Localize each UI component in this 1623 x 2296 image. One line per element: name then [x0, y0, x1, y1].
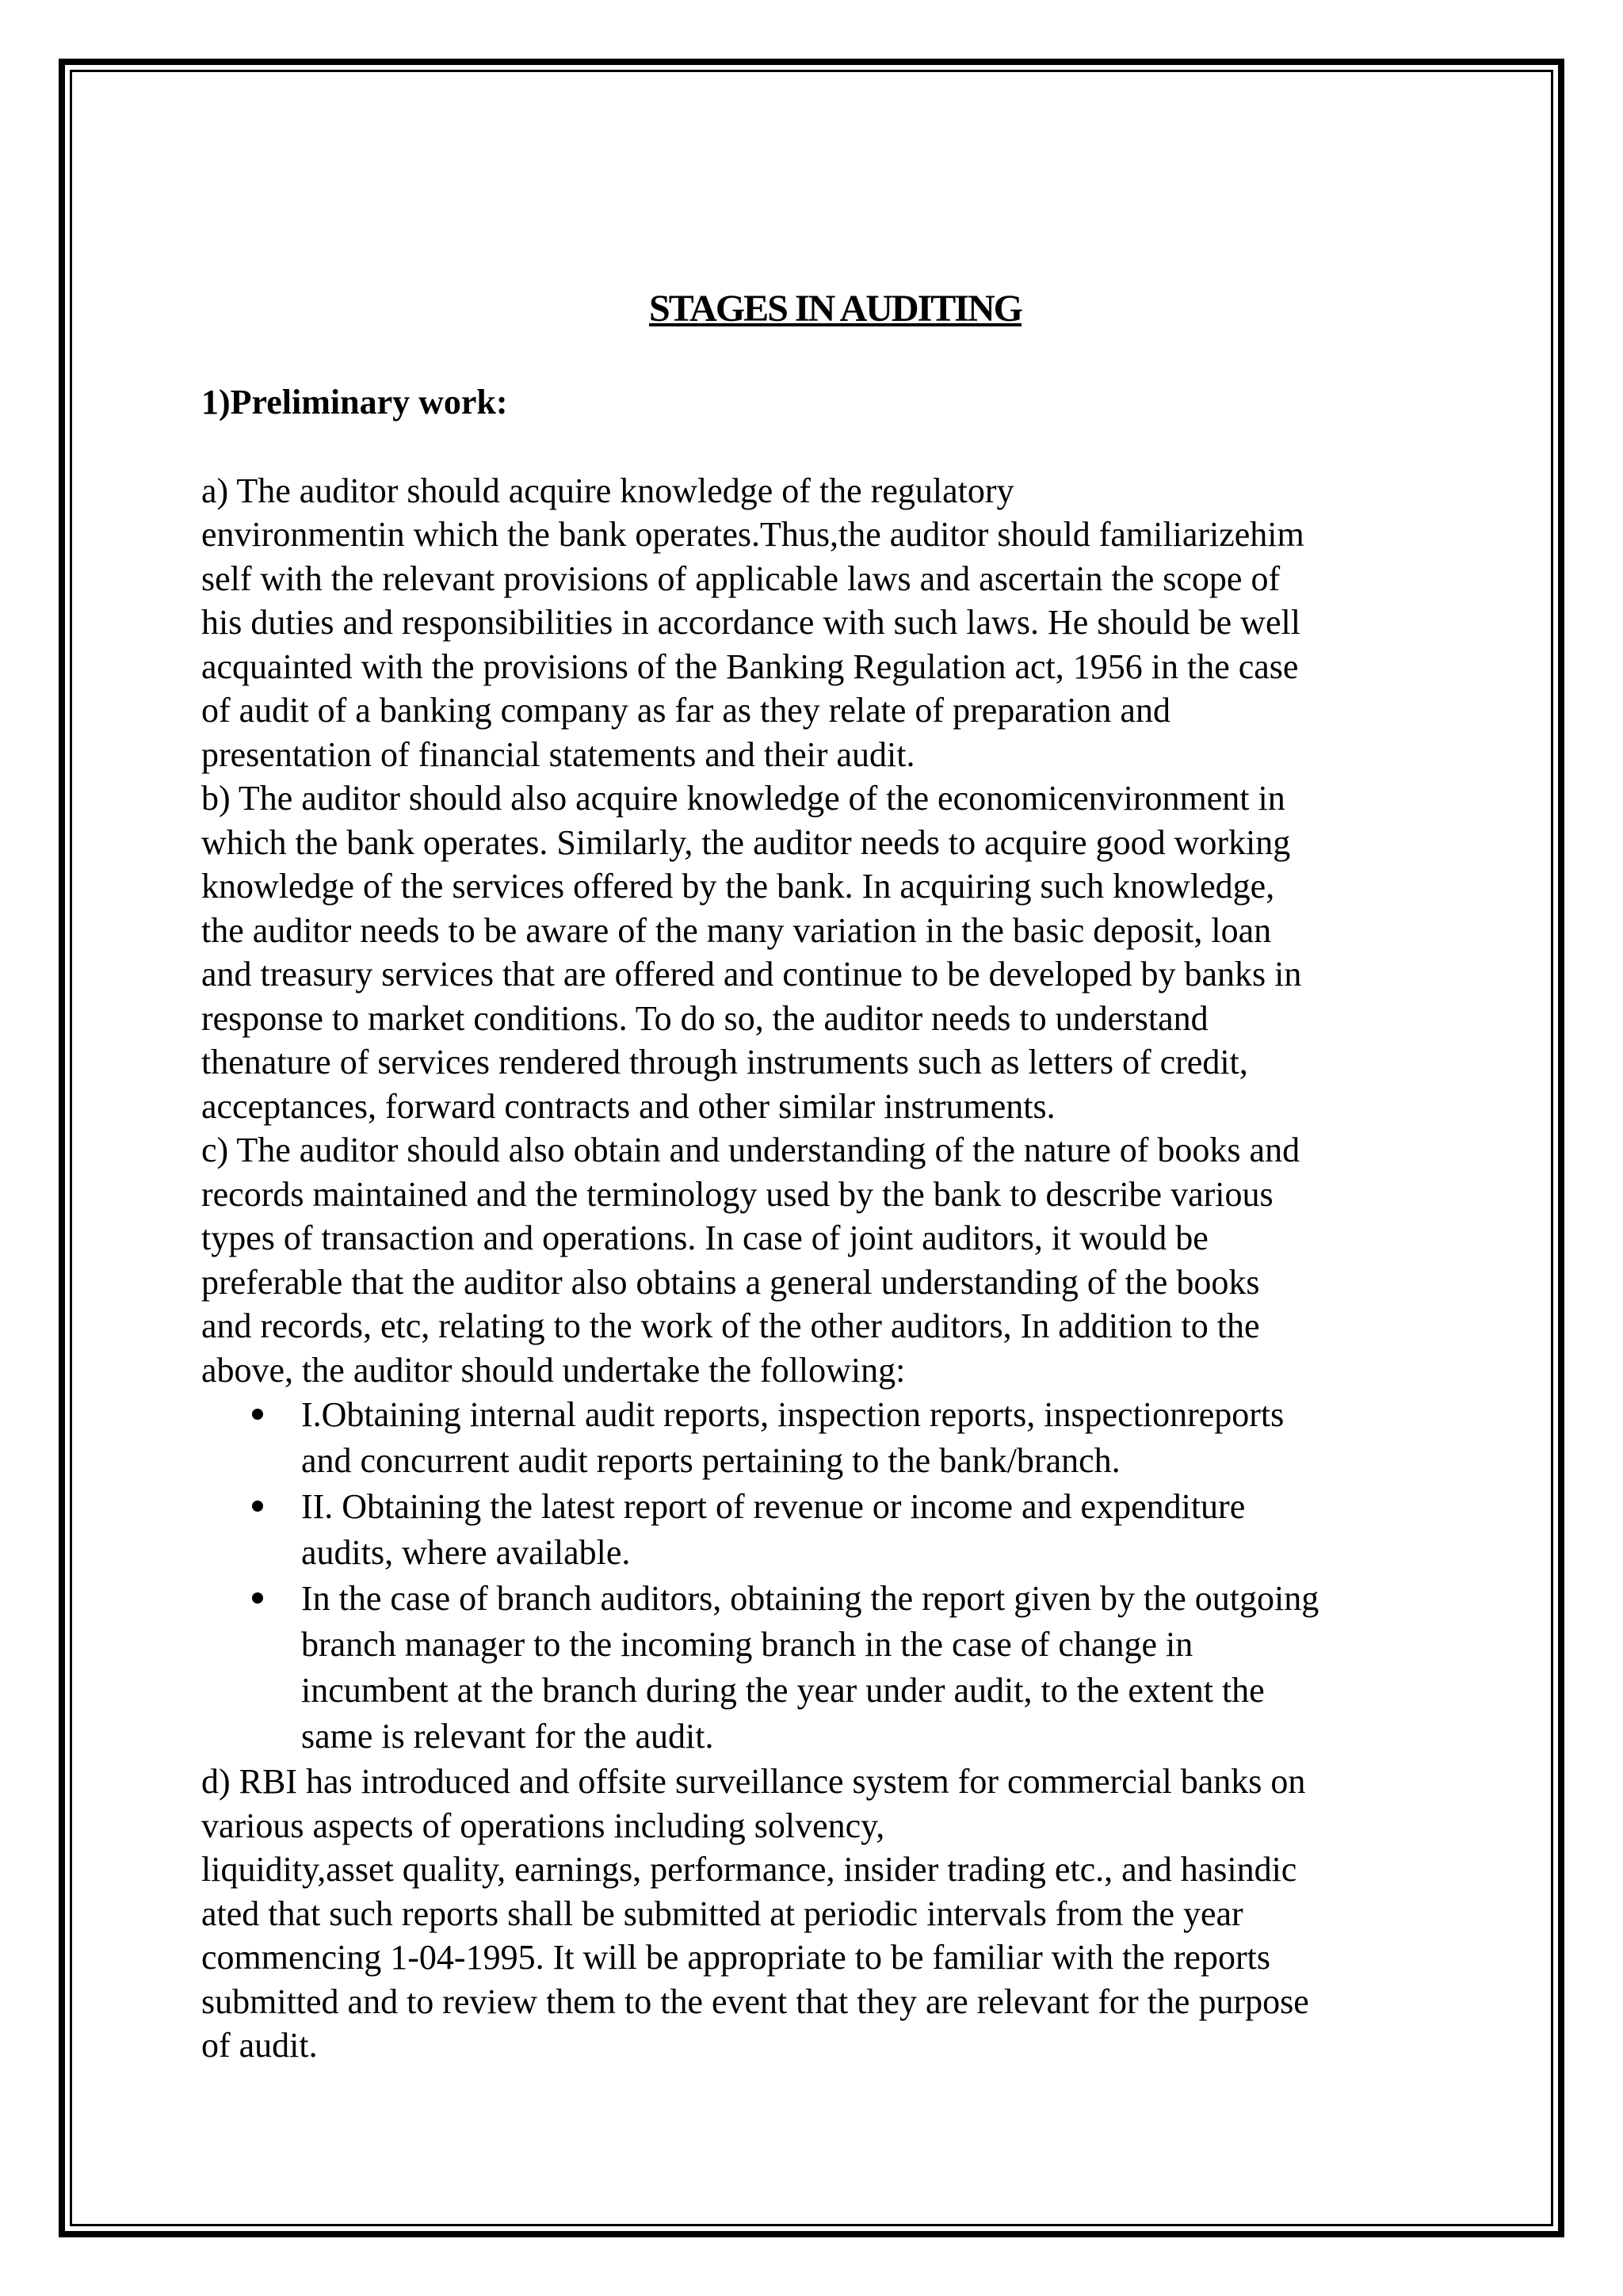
page-title: STAGES IN AUDITING: [649, 288, 1022, 330]
list-item-line: incumbent at the branch during the year under audit, to the extent the: [301, 1671, 1265, 1710]
paragraph-line: liquidity,asset quality, earnings, performance, insider trading etc., and hasindic: [201, 1850, 1297, 1889]
paragraph-line: and treasury services that are offered and continue to be developed by banks in: [201, 955, 1302, 994]
paragraph-line: preferable that the auditor also obtains a general understanding of the books: [201, 1262, 1260, 1302]
paragraph-line: acceptances, forward contracts and other similar instruments.: [201, 1086, 1056, 1126]
paragraph-line: records maintained and the terminology used by the bank to describe various: [201, 1174, 1274, 1214]
document-body: [201, 285, 1438, 2068]
paragraph-line: of audit of a banking company as far as they relate of preparation and: [201, 691, 1170, 730]
bullet-icon: [252, 1592, 263, 1604]
paragraph-line: above, the auditor should undertake the following:: [201, 1350, 906, 1390]
paragraph-a: [201, 469, 1438, 777]
paragraph-c: [201, 1128, 1438, 1392]
paragraph-line: environmentin which the bank operates.Thus,the auditor should familiarizehim: [201, 515, 1304, 554]
bullet-icon: [252, 1409, 263, 1420]
paragraph-line: of audit.: [201, 2026, 318, 2065]
paragraph-b: [201, 776, 1438, 1128]
paragraph-d: [201, 1760, 1438, 2068]
list-item-line: I.Obtaining internal audit reports, inspection reports, inspectionreports: [301, 1395, 1285, 1434]
paragraph-line: thenature of services rendered through instruments such as letters of credit,: [201, 1043, 1248, 1081]
paragraph-line: the auditor needs to be aware of the many variation in the basic deposit, loan: [201, 910, 1272, 950]
bullet-icon: [252, 1501, 263, 1512]
list-item-line: II. Obtaining the latest report of revenue or income and expenditure: [301, 1487, 1246, 1526]
list-item-line: audits, where available.: [301, 1533, 631, 1572]
paragraph-line: knowledge of the services offered by the bank. In acquiring such knowledge,: [201, 867, 1275, 906]
paragraph-line: self with the relevant provisions of applicable laws and ascertain the scope of: [201, 559, 1281, 598]
list-item-line: and concurrent audit reports pertaining to the bank/branch.: [301, 1441, 1121, 1480]
paragraph-line: various aspects of operations including solvency,: [201, 1806, 885, 1845]
paragraph-line: commencing 1-04-1995. It will be appropriate to be familiar with the reports: [201, 1938, 1270, 1977]
list-item-line: branch manager to the incoming branch in the case of change in: [301, 1625, 1193, 1664]
paragraph-line: a) The auditor should acquire knowledge of the regulatory: [201, 471, 1014, 510]
paragraph-line: d) RBI has introduced and offsite surveillance system for commercial banks on: [201, 1762, 1306, 1801]
list-item: [201, 1392, 1438, 1484]
paragraph-line: acquainted with the provisions of the Banking Regulation act, 1956 in the case: [201, 646, 1299, 686]
paragraph-line: which the bank operates. Similarly, the auditor needs to acquire good working: [201, 822, 1291, 862]
list-item-line: In the case of branch auditors, obtaining the report given by the outgoing: [301, 1579, 1319, 1618]
paragraph-line: submitted and to review them to the event that they are relevant for the purpose: [201, 1981, 1309, 2021]
paragraph-line: presentation of financial statements and their audit.: [201, 734, 915, 774]
section-heading: 1)Preliminary work:: [201, 383, 508, 421]
paragraph-line: response to market conditions. To do so, the auditor needs to understand: [201, 998, 1209, 1038]
list-item: [201, 1576, 1438, 1760]
paragraph-line: ated that such reports shall be submitted at periodic intervals from the year: [201, 1894, 1243, 1933]
paragraph-line: his duties and responsibilities in accordance with such laws. He should be well: [201, 603, 1300, 642]
paragraph-line: and records, etc, relating to the work of the other auditors, In addition to the: [201, 1306, 1260, 1345]
paragraph-line: types of transaction and operations. In case of joint auditors, it would be: [201, 1219, 1209, 1257]
list-item-line: same is relevant for the audit.: [301, 1717, 714, 1756]
list-item: [201, 1484, 1438, 1576]
paragraph-line: c) The auditor should also obtain and understanding of the nature of books and: [201, 1131, 1300, 1169]
paragraph-line: b) The auditor should also acquire knowledge of the economicenvironment in: [201, 779, 1285, 818]
bullet-list: [201, 1392, 1438, 1760]
